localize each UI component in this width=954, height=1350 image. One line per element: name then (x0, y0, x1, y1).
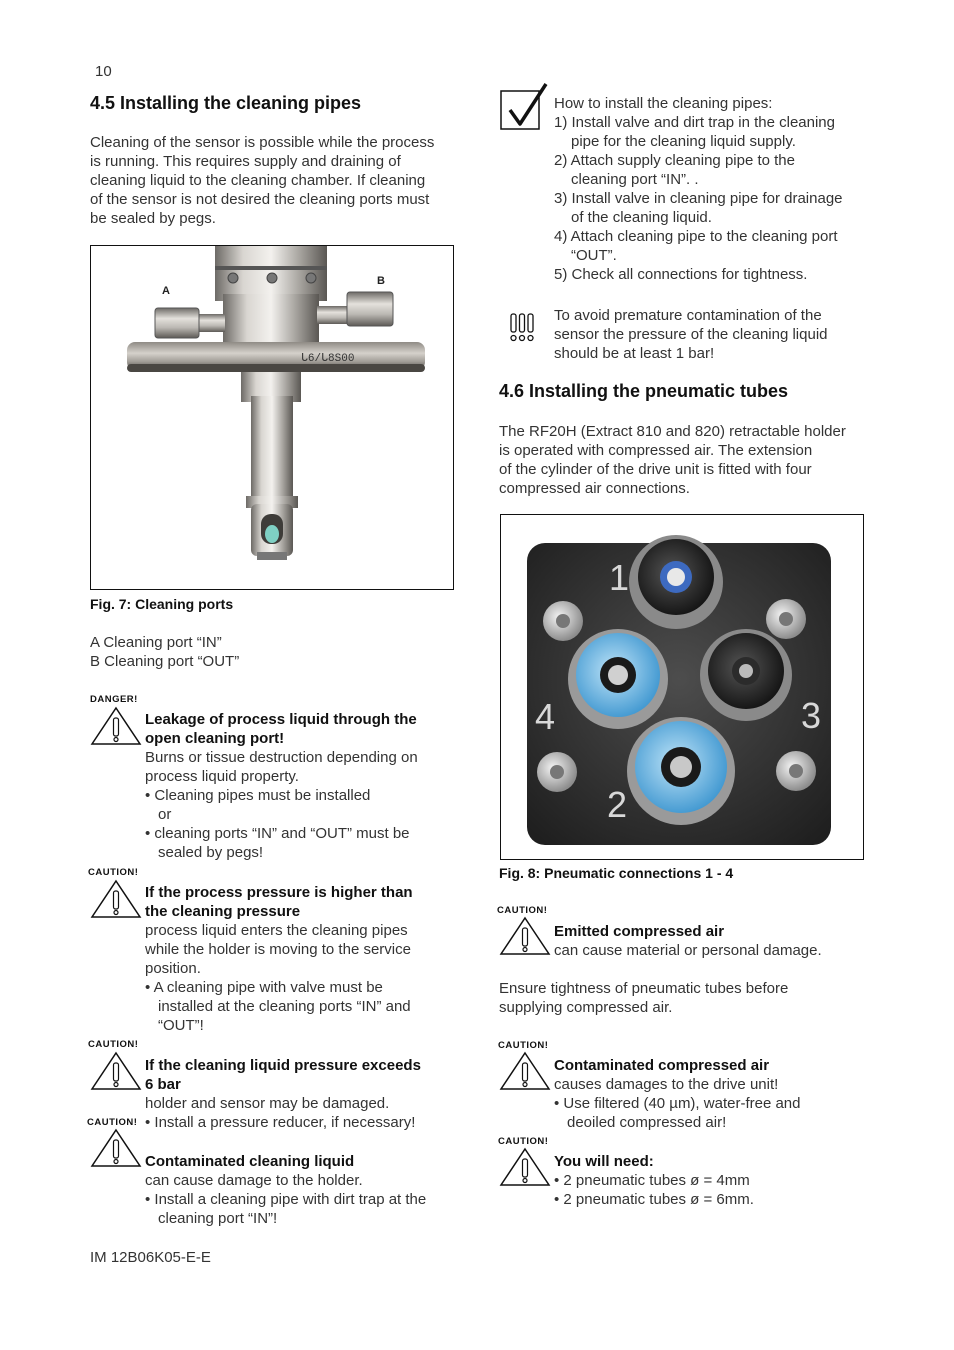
warning-triangle-icon (499, 1147, 551, 1187)
page-number: 10 (95, 63, 112, 80)
fig7-caption: Fig. 7: Cleaning ports (90, 596, 234, 612)
checkmark-box-icon (500, 82, 550, 130)
caution-tag: CAUTION! (498, 1136, 549, 1147)
pneumatic-connections-photo (501, 515, 863, 859)
port-number-1: 1 (609, 557, 630, 598)
caution-block-process-pressure: If the process pressure is higher than the cleaning pressure process liquid enters the cleaning pipes while the holder is moving to the service position. • A cleaning pipe with valve must be installed at the cleaning ports “IN” and “OUT”! (145, 884, 413, 1034)
figure-cleaning-ports (90, 245, 454, 590)
fig7-legend: A Cleaning port “IN” B Cleaning port “OUT” (90, 634, 240, 670)
howto-list: How to install the cleaning pipes: 1) Install valve and dirt trap in the cleaning pipe for the cleaning liquid supply. 2) Attach supply cleaning pipe to the cleaning port “IN”. . 3) Install valve in cleaning pipe for drainage of the cleaning liquid. 4) Attach cleaning pipe to the cleaning port “OUT”. 5) Check all connections for tightness. (554, 95, 843, 283)
pressure-note: To avoid premature contamination of the sensor the pressure of the cleaning liquid should be at least 1 bar! (554, 307, 828, 362)
footer-doc-id: IM 12B06K05-E-E (90, 1249, 211, 1266)
caution-block-contaminated-liquid: Contaminated cleaning liquid can cause damage to the holder. • Install a cleaning pipe with dirt trap at the cleaning port “IN”! (145, 1153, 427, 1227)
warning-triangle-icon (90, 706, 142, 746)
section-4-5-title: 4.5 Installing the cleaning pipes (90, 93, 362, 113)
port-number-2: 2 (607, 784, 628, 825)
warning-triangle-icon (90, 1051, 142, 1091)
figure-pneumatic-connections (500, 514, 864, 860)
caution-block-emitted-air: Emitted compressed air can cause material or personal damage. (554, 923, 822, 959)
caution-block-liquid-pressure: If the cleaning liquid pressure exceeds 6 bar holder and sensor may be damaged. • Install a pressure reducer, if necessary! (145, 1057, 421, 1131)
port-number-4: 4 (535, 696, 556, 737)
flange-engraving: ᒐ6/ᒐ8S00 (301, 353, 355, 365)
caution-tag: CAUTION! (498, 1040, 549, 1051)
warning-triangle-icon (499, 1051, 551, 1091)
port-number-3: 3 (801, 695, 822, 736)
fig8-caption: Fig. 8: Pneumatic connections 1 - 4 (499, 865, 734, 881)
caution-tag: CAUTION! (497, 905, 548, 916)
danger-tag: DANGER! (90, 694, 138, 705)
caution-tag: CAUTION! (87, 1117, 138, 1128)
caution-tag: CAUTION! (88, 867, 139, 878)
cleaning-ports-photo (91, 246, 453, 589)
tightness-note: Ensure tightness of pneumatic tubes before supplying compressed air. (499, 980, 789, 1016)
warning-triangle-icon (90, 1128, 142, 1168)
note-exclamation-icon (509, 312, 535, 344)
caution-tag: CAUTION! (88, 1039, 139, 1050)
caution-block-you-will-need: You will need: • 2 pneumatic tubes ø = 4mm • 2 pneumatic tubes ø = 6mm. (554, 1153, 754, 1208)
label-port-b: B (377, 275, 385, 287)
section-4-5-intro: Cleaning of the sensor is possible while the process is running. This requires supply and draining of cleaning liquid to the cleaning chamber. If cleaning of the sensor is not desired the cleaning ports must be sealed by pegs. (90, 134, 435, 227)
warning-triangle-icon (90, 879, 142, 919)
label-port-a: A (162, 285, 170, 297)
caution-block-contaminated-air: Contaminated compressed air causes damages to the drive unit! • Use filtered (40 µm), water-free and deoiled compressed air! (554, 1057, 801, 1131)
danger-block: Leakage of process liquid through the open cleaning port! Burns or tissue destruction depending on process liquid property. • Cleaning pipes must be installed or • cleaning ports “IN” and “OUT” must be sealed by pegs! (145, 711, 418, 861)
section-4-6-intro: The RF20H (Extract 810 and 820) retractable holder is operated with compressed air. The extension of the cylinder of the drive unit is fitted with four compressed air connections. (499, 423, 846, 497)
section-4-6-title: 4.6 Installing the pneumatic tubes (499, 381, 789, 401)
warning-triangle-icon (499, 916, 551, 956)
